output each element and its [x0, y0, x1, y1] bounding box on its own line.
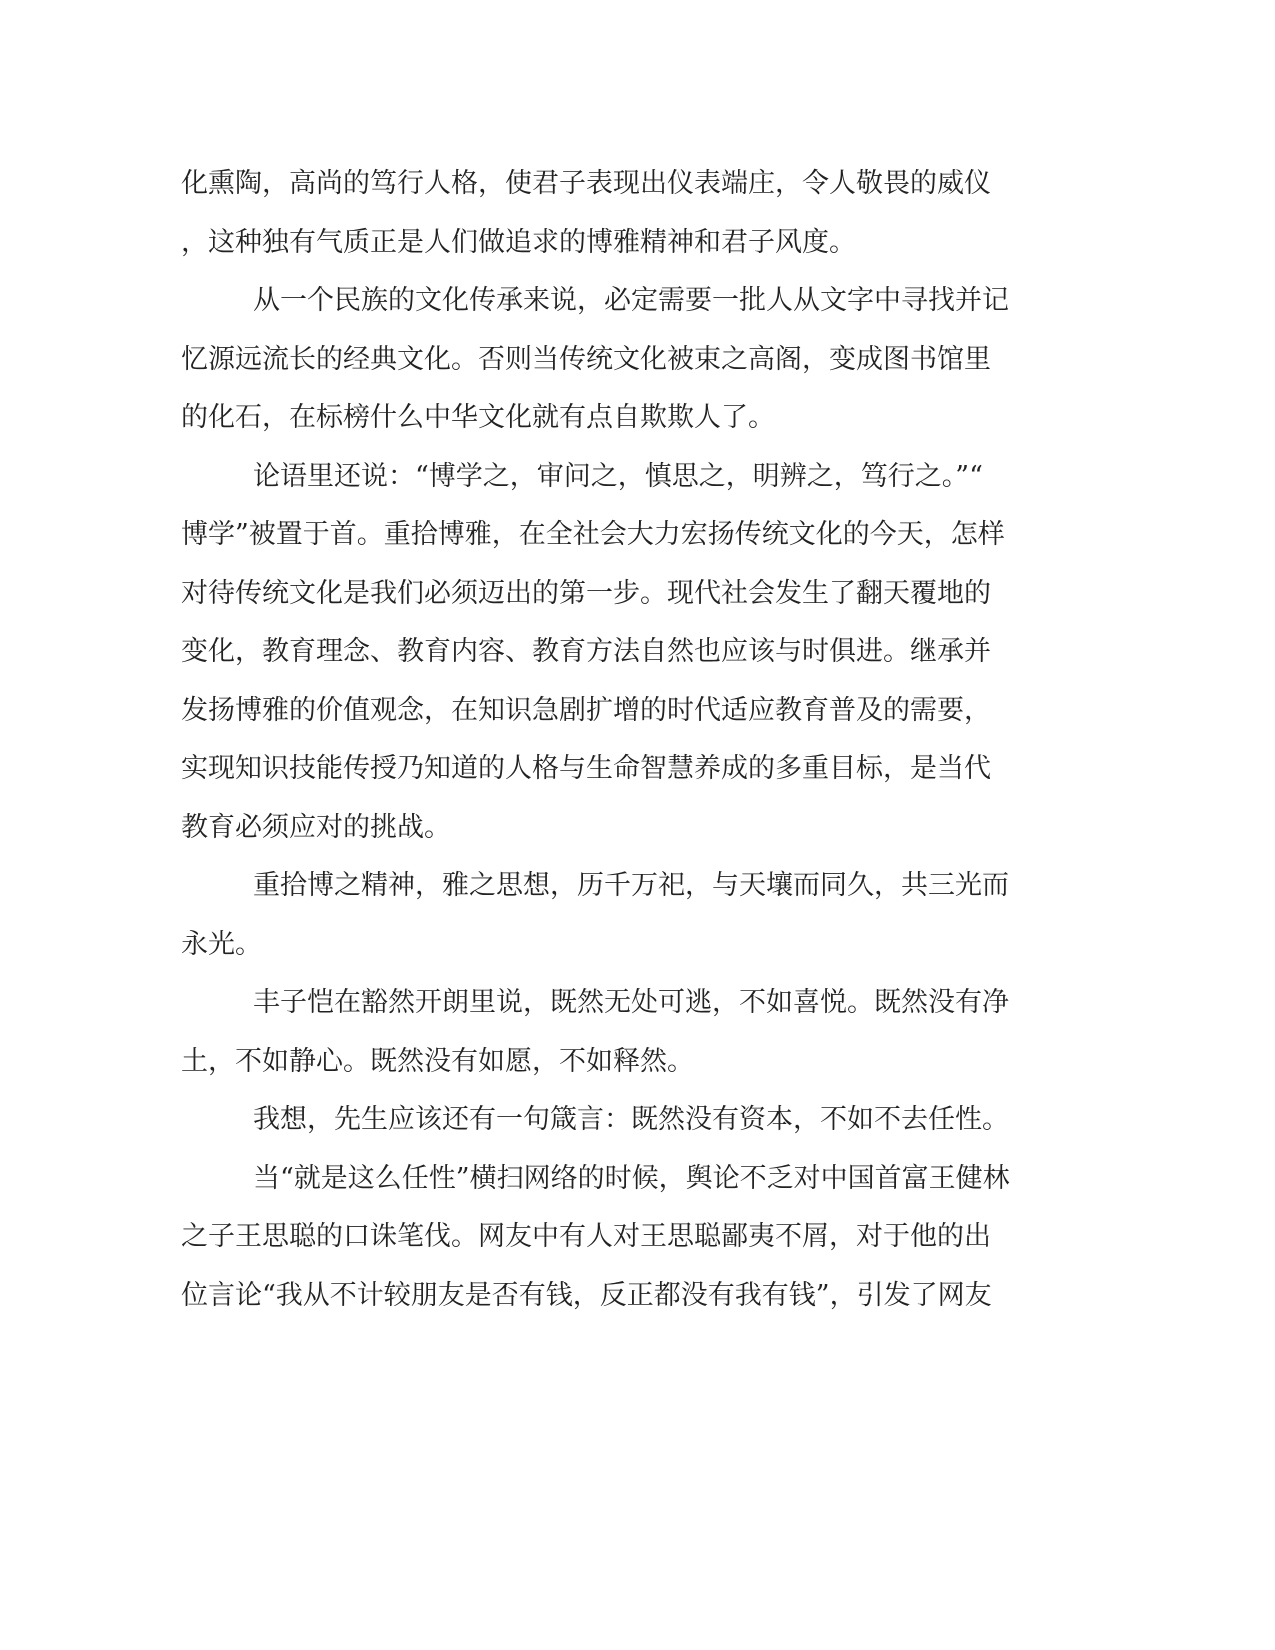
text-line: 重拾博之精神，雅之思想，历千万祀，与天壤而同久，共三光而: [253, 870, 1009, 901]
text-line: 化熏陶，高尚的笃行人格，使君子表现出仪表端庄，令人敬畏的威仪: [181, 168, 991, 199]
text-line: 变化，教育理念、教育内容、教育方法自然也应该与时俱进。继承并: [181, 636, 991, 667]
text-line: 永光。: [181, 928, 262, 960]
text-line: 丰子恺在豁然开朗里说，既然无处可逃，不如喜悦。既然没有净: [253, 987, 1009, 1018]
text-line: 论语里还说：“博学之，审问之，慎思之，明辨之，笃行之。”“: [253, 460, 983, 492]
text-line: 之子王思聪的口诛笔伐。网友中有人对王思聪鄙夷不屑，对于他的出: [181, 1221, 991, 1252]
text-line: 教育必须应对的挑战。: [181, 811, 451, 843]
text-line: 位言论“我从不计较朋友是否有钱，反正都没有我有钱”，引发了网友: [181, 1279, 992, 1311]
text-line: 从一个民族的文化传承来说，必定需要一批人从文字中寻找并记: [253, 285, 1009, 316]
text-line: 对待传统文化是我们必须迈出的第一步。现代社会发生了翻天覆地的: [181, 577, 991, 609]
text-line: 博学”被置于首。重拾博雅，在全社会大力宏扬传统文化的今天，怎样: [181, 519, 1005, 550]
text-line: 实现知识技能传授乃知道的人格与生命智慧养成的多重目标，是当代: [181, 753, 991, 784]
text-line: 的化石，在标榜什么中华文化就有点自欺欺人了。: [181, 402, 775, 433]
text-line: 我想，先生应该还有一句箴言：既然没有资本，不如不去任性。: [253, 1104, 1009, 1135]
text-line: 土，不如静心。既然没有如愿，不如释然。: [181, 1045, 694, 1077]
text-line: 忆源远流长的经典文化。否则当传统文化被束之高阁，变成图书馆里: [181, 343, 991, 375]
document-body: [181, 155, 1041, 1325]
text-line: 当“就是这么任性”横扫网络的时候，舆论不乏对中国首富王健林: [253, 1162, 1010, 1194]
text-line: ，这种独有气质正是人们做追求的博雅精神和君子风度。: [181, 226, 856, 258]
text-line: 发扬博雅的价值观念，在知识急剧扩增的时代适应教育普及的需要，: [181, 694, 991, 726]
